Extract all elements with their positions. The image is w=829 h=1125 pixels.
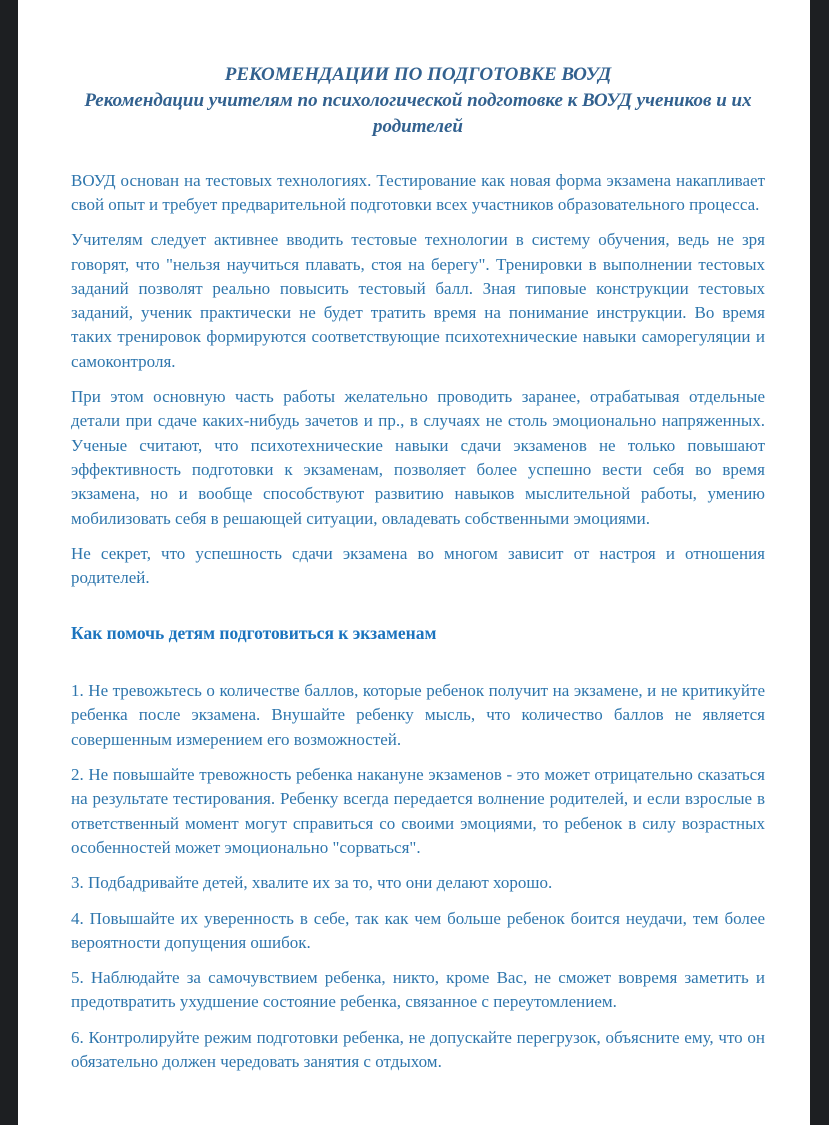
intro-paragraph-3: При этом основную часть работы желательно проводить заранее, отрабатывая отдельные детали при сдаче каких-нибудь зачетов и пр., в случаях не столь эмоционально напряженных. Ученые считают, что психотехнические навыки сдачи экзаменов не только повышают эффективность подготовки к экзаменам, позволяет более успешно вести себя во время экзамена, но и вообще способствуют развитию навыков мыслительной работы, умению мобилизовать себя в решающей ситуации, овладевать собственными эмоциями. xyxy=(71,387,765,528)
section-heading: Как помочь детям подготовиться к экзаменам xyxy=(71,623,437,644)
advice-item-3: 3. Подбадривайте детей, хвалите их за то, что они делают хорошо. xyxy=(71,873,553,893)
intro-paragraph-1: ВОУД основан на тестовых технологиях. Тестирование как новая форма экзамена накапливает свой опыт и требует предварительной подготовки всех участников образовательного процесса. xyxy=(71,170,765,214)
advice-item-4: 4. Повышайте их уверенность в себе, так как чем больше ребенок боится неудачи, тем более вероятности допущения ошибок. xyxy=(71,908,765,952)
document-subtitle: Рекомендации учителям по психологической подготовке к ВОУД учеников и их родителей xyxy=(84,90,752,138)
advice-list xyxy=(71,679,765,1074)
intro-paragraph-2: Учителям следует активнее вводить тестовые технологии в систему обучения, ведь не зря говорят, что "нельзя научиться плавать, стоя на берегу". Тренировки в выполнении тестовых заданий позволят реально повысить тестовый балл. Зная типовые конструкции тестовых заданий, ученик практически не будет тратить время на понимание инструкции. Во время таких тренировок формируются соответствующие психотехнические навыки саморегуляции и самоконтроля. xyxy=(71,230,765,371)
intro-paragraph-4: Не секрет, что успешность сдачи экзамена во многом зависит от настроя и отношения родителей. xyxy=(71,543,765,588)
advice-item-6: 6. Контролируйте режим подготовки ребенка, не допускайте перегрузок, объясните ему, что он обязательно должен чередовать занятия с отдыхом. xyxy=(71,1027,765,1072)
document-title: РЕКОМЕНДАЦИИ ПО ПОДГОТОВКЕ ВОУД xyxy=(224,64,612,85)
advice-item-1: 1. Не тревожьтесь о количестве баллов, которые ребенок получит на экзамене, и не критикуйте ребенка после экзамена. Внушайте ребенку мысль, что количество баллов не является совершенным измерением его возможностей. xyxy=(71,681,765,749)
document-page xyxy=(18,0,810,1125)
advice-item-5: 5. Наблюдайте за самочувствием ребенка, никто, кроме Вас, не сможет вовремя заметить и предотвратить ухудшение состояние ребенка, связанное с переутомлением. xyxy=(71,968,765,1012)
advice-item-2: 2. Не повышайте тревожность ребенка накануне экзаменов - это может отрицательно сказаться на результате тестирования. Ребенку всегда передается волнение родителей, и если взрослые в ответственный момент могут справиться со своими эмоциями, то ребенок в силу возрастных особенностей может эмоционально "сорваться". xyxy=(71,765,765,857)
intro-section xyxy=(71,169,765,591)
